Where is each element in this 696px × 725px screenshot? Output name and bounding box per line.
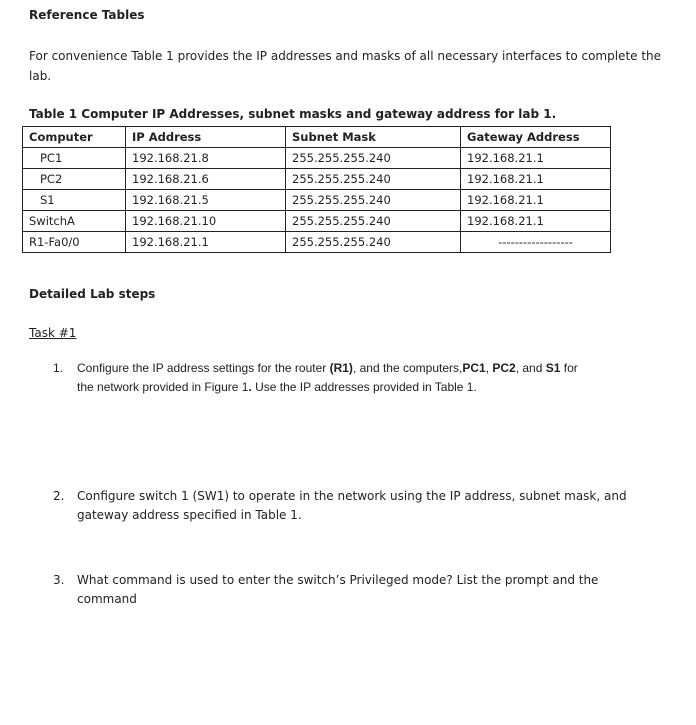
intro-line-1: For convenience Table 1 provides the IP addresses and masks of all necessary interfaces to complete the [29,49,662,63]
cell-mask: 255.255.255.240 [286,148,461,169]
header-computer: Computer [23,127,126,148]
table-header-row [23,127,611,148]
cell-ip: 192.168.21.10 [126,211,286,232]
cell-gateway: 192.168.21.1 [461,169,611,190]
step-3-line-2: command [77,592,137,606]
cell-computer: S1 [23,190,126,211]
cell-gateway: 192.168.21.1 [461,190,611,211]
step-3 [53,571,673,611]
cell-mask: 255.255.255.240 [286,211,461,232]
step-2-line-2: gateway address specified in Table 1. [77,508,302,522]
cell-mask: 255.255.255.240 [286,169,461,190]
text-run: , and the computers, [352,361,463,375]
step-number: 1. [53,361,64,375]
text-run: Configure the IP address settings for the router [77,361,330,375]
step-2 [53,487,673,527]
cell-computer: R1-Fa0/0 [23,232,126,253]
step-3-line-1: What command is used to enter the switch’s Privileged mode? List the prompt and the [77,573,599,587]
step-number: 2. [53,489,65,503]
step-1 [53,359,673,399]
header-gateway-address: Gateway Address [461,127,611,148]
table-caption: Table 1 Computer IP Addresses, subnet masks and gateway address for lab 1. [29,107,557,121]
cell-gateway: 192.168.21.1 [461,211,611,232]
cell-ip: 192.168.21.8 [126,148,286,169]
table-row [23,148,611,169]
step-text [77,571,637,609]
text-run-bold: PC2 [492,361,516,375]
ip-address-table [22,126,611,253]
text-run: , and [515,361,546,375]
cell-ip: 192.168.21.1 [126,232,286,253]
table-row [23,211,611,232]
detailed-lab-steps-heading: Detailed Lab steps [29,287,156,301]
text-run: , [485,361,493,375]
cell-computer: SwitchA [23,211,126,232]
cell-gateway: 192.168.21.1 [461,148,611,169]
text-run-bold: (R1) [329,361,353,375]
text-run-bold: S1 [545,361,561,375]
step-1-line-1 [77,359,637,378]
reference-tables-heading: Reference Tables [29,8,145,22]
text-run-bold: PC1 [462,361,486,375]
text-run: for [560,361,578,375]
cell-computer: PC1 [23,148,126,169]
cell-mask: 255.255.255.240 [286,190,461,211]
cell-mask: 255.255.255.240 [286,232,461,253]
intro-line-2: lab. [29,69,52,83]
cell-ip: 192.168.21.6 [126,169,286,190]
text-run: the network provided in Figure 1 [77,380,249,394]
step-text [77,359,637,397]
cell-ip: 192.168.21.5 [126,190,286,211]
table-row [23,169,611,190]
table-row [23,232,611,253]
header-subnet-mask: Subnet Mask [286,127,461,148]
step-1-line-2 [77,378,637,397]
cell-gateway: ------------------ [461,232,611,253]
task-1-heading: Task #1 [29,326,77,340]
table-row [23,190,611,211]
intro-paragraph [29,46,669,86]
step-text [77,487,637,525]
header-ip-address: IP Address [126,127,286,148]
step-2-line-1: Configure switch 1 (SW1) to operate in the network using the IP address, subnet mask, and [77,489,627,503]
text-run-bold: . [248,380,252,394]
cell-computer: PC2 [23,169,126,190]
text-run: Use the IP addresses provided in Table 1. [251,380,477,394]
step-number: 3. [53,573,65,587]
